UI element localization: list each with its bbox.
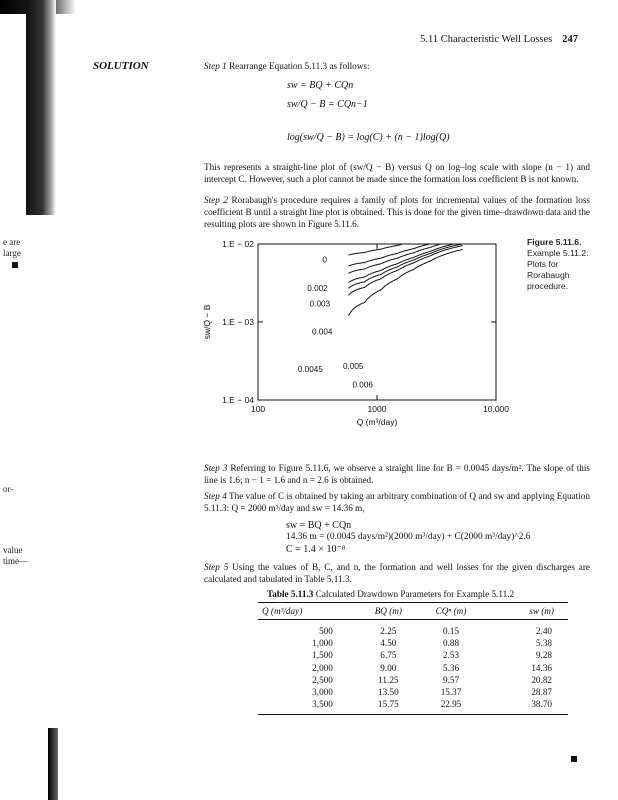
table-cell: 3,500 — [258, 698, 359, 715]
margin-fragment: e are — [3, 237, 21, 247]
table-cell: 1,000 — [312, 638, 333, 649]
table-cell: 28.87 — [531, 687, 552, 698]
table-cell: 14.36 — [531, 662, 552, 673]
gutter-shadow-bottom — [48, 728, 58, 800]
step-label: Step 5 — [204, 562, 229, 572]
step-text: The value of C is obtained by taking an arbitrary combination of Q and sw and applying Equation 5.11.3: Q = 2000 m³/day and sw = 14.36 m, — [204, 491, 590, 513]
step5-paragraph — [204, 561, 590, 585]
step1-paragraph — [204, 60, 590, 72]
curve-label: 0.005 — [342, 361, 364, 371]
step3-paragraph — [204, 462, 590, 486]
table-row — [258, 698, 568, 715]
curve-label: 0 — [322, 255, 327, 265]
table-cell: 2.40 — [535, 626, 552, 637]
table-row — [258, 686, 568, 698]
table-cell: 38.70 — [484, 698, 568, 715]
section-title: 5.11 Characteristic Well Losses — [420, 34, 553, 45]
margin-fragment: time— — [3, 556, 28, 566]
table-cell: 20.82 — [531, 674, 552, 685]
table-row — [258, 620, 568, 638]
table-cell: 15.37 — [440, 687, 462, 698]
table-cell: 2.53 — [442, 650, 460, 661]
table-cell: 13.50 — [378, 687, 399, 698]
step-text: Referring to Figure 5.11.6, we observe a straight line for B = 0.0045 days/m². The slope of this line is 1.6; n − 1 = 1.6 and n = 2.6 is obtained. — [204, 463, 590, 485]
table-row — [258, 674, 568, 686]
figure-caption-text: Example 5.11.2: Plots for Rorabaugh procedure. — [527, 248, 589, 291]
equation-2: sw/Q − B = CQn−1 — [287, 99, 368, 110]
calc-line-2: 14.36 m = (0.0045 days/m²)(2000 m³/day) + C(2000 m³/day)^2.6 — [286, 532, 531, 542]
curve-b-0-005 — [348, 246, 462, 296]
table-title-text: Calculated Drawdown Parameters for Example 5.11.2 — [315, 589, 515, 599]
x-tick-label: 10,000 — [483, 404, 509, 414]
calc-line-3: C = 1.4 × 10⁻⁸ — [286, 544, 346, 555]
drawdown-table — [258, 602, 568, 715]
table-header: BQ (m) — [359, 603, 418, 620]
table-cell: 5.36 — [442, 662, 460, 673]
figure-label: Figure 5.11.6. — [527, 237, 582, 247]
x-tick-label: 100 — [250, 404, 266, 414]
step-label: Step 2 — [204, 195, 228, 205]
y-tick-label: 1.E − 03 — [222, 317, 254, 327]
margin-square — [12, 262, 18, 268]
table-cell: 6.75 — [380, 650, 397, 661]
equation-3: log(sw/Q − B) = log(C) + (n − 1)log(Q) — [287, 132, 450, 143]
table-cell: 15.75 — [359, 698, 418, 715]
step4-paragraph — [204, 490, 590, 514]
table-cell: 5.38 — [535, 638, 552, 649]
explanation-paragraph: This represents a straight-line plot of (sw/Q − B) versus Q on log–log scale with slope (n − 1) and intercept C. However, such a plot cannot be made since the formation loss coefficient B is not known. — [204, 162, 590, 184]
table-cell: 2.25 — [380, 626, 397, 637]
table-cell: 9.00 — [380, 662, 397, 673]
table-cell: 2,000 — [312, 662, 333, 673]
table-cell: 4.50 — [380, 638, 397, 649]
calc-line-1: sw = BQ + CQn — [286, 520, 352, 531]
table-header: Q (m³/day) — [258, 603, 359, 620]
figure-caption — [527, 237, 599, 292]
curve-label: 0.004 — [312, 327, 333, 337]
step-label: Step 3 — [204, 463, 228, 473]
equation-1: sw = BQ + CQn — [287, 80, 354, 91]
table-header-row — [258, 603, 568, 620]
chart-axes — [258, 244, 496, 400]
y-tick-label: 1.E − 02 — [222, 239, 254, 249]
table-cell: 2,500 — [312, 674, 333, 685]
chart-labels — [202, 239, 509, 427]
table-cell: 22.95 — [418, 698, 484, 715]
margin-fragment: value — [3, 545, 23, 555]
y-tick-label: 1.E − 04 — [222, 395, 254, 405]
table-cell: 9.28 — [535, 650, 552, 661]
table-label: Table 5.11.3 — [267, 589, 314, 599]
step-text: Using the values of B, C, and n, the formation and well losses for the given discharges are calculated and tabulated in Table 5.11.3. — [204, 562, 591, 584]
table-title — [267, 589, 514, 599]
curve-b-0-006 — [348, 249, 462, 315]
margin-fragment: large — [3, 248, 21, 258]
table-cell: 0.15 — [442, 626, 460, 637]
chart-curves — [348, 244, 462, 316]
rorabaugh-chart — [196, 234, 516, 448]
solution-label: SOLUTION — [93, 60, 149, 72]
table-row — [258, 637, 568, 649]
curve-label: 0.006 — [352, 380, 373, 390]
step-label: Step 4 — [204, 491, 227, 501]
plot-frame — [258, 244, 496, 400]
table-cell: 9.57 — [442, 674, 460, 685]
y-axis-label: sw/Q − B — [202, 304, 212, 340]
curve-label: 0.003 — [309, 299, 331, 309]
table-row — [258, 649, 568, 661]
step-text: Rorabaugh's procedure requires a family of plots for incremental values of the formation loss coefficient B until a straight line plot is obtained. This is done for the given time–drawdown data and the resulting plots are shown in Figure 5.11.6. — [204, 195, 590, 229]
end-of-section-mark — [571, 756, 577, 762]
table-cell: 0.88 — [442, 638, 460, 649]
table-cell: 1,500 — [312, 650, 333, 661]
curve-label: 0.0045 — [297, 364, 323, 374]
x-tick-label: 1000 — [367, 404, 387, 414]
table-cell: 500 — [319, 626, 333, 637]
step-text: Rearrange Equation 5.11.3 as follows: — [229, 61, 370, 71]
page-number: 247 — [562, 34, 578, 45]
table-cell: 11.25 — [378, 674, 399, 685]
step-label: Step 1 — [204, 61, 227, 71]
table-row — [258, 662, 568, 674]
table-header: sw (m) — [484, 603, 568, 620]
margin-fragment: or- — [3, 484, 14, 494]
table-cell: 3,000 — [312, 687, 333, 698]
table-header: CQⁿ (m) — [418, 603, 484, 620]
running-head — [420, 34, 578, 45]
step2-paragraph — [204, 194, 590, 230]
curve-label: 0.002 — [307, 283, 328, 293]
x-axis-label: Q (m³/day) — [356, 417, 398, 427]
gutter-shadow — [26, 0, 56, 215]
